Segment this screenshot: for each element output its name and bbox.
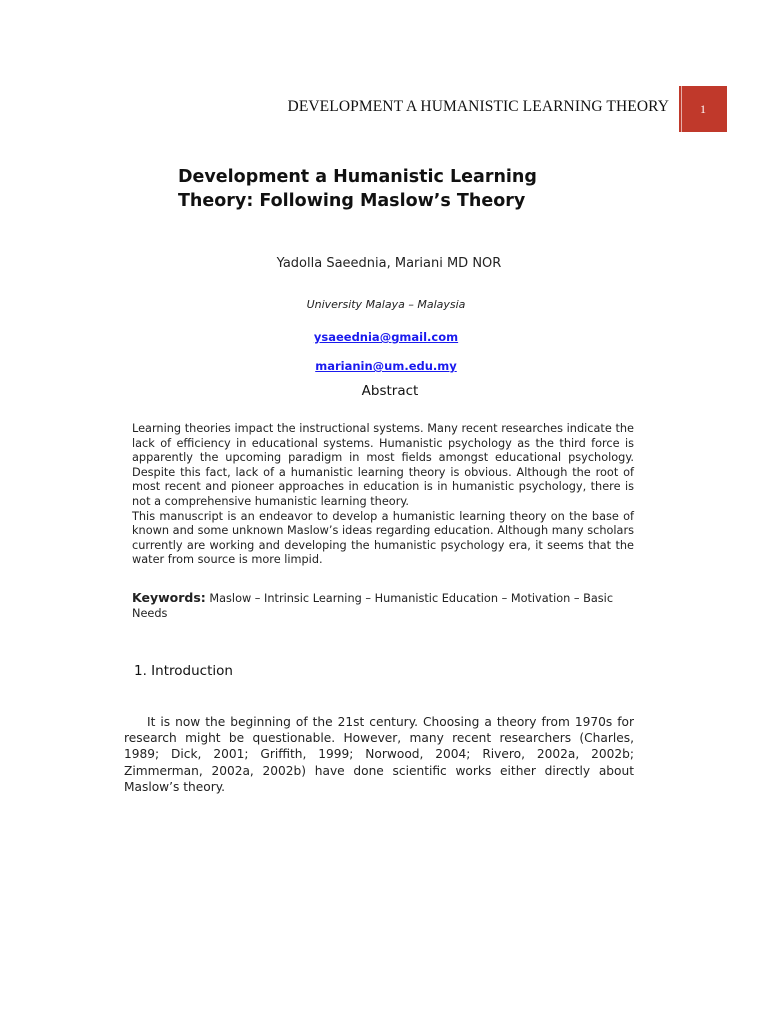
abstract-paragraph-1: Learning theories impact the instructional systems. Many recent researches indicate the lack of efficiency in educational systems. Humanistic psychology as the third force is apparently the upcoming paradigm in most fields amongst educational psychology. Despite this fact, lack of a humanistic learning theory is obvious. Although the root of most recent and pioneer approaches in education is in humanistic psychology, there is not a comprehensive humanistic learning theory. [132, 422, 634, 508]
affiliation: University Malaya – Malaysia [306, 298, 466, 311]
email-link-1[interactable]: ysaeednia@gmail.com [313, 330, 459, 344]
running-header: DEVELOPMENT A HUMANISTIC LEARNING THEORY [287, 98, 669, 115]
keywords-label: Keywords: [132, 590, 206, 605]
paper-title [178, 165, 658, 213]
abstract-paragraph-2: This manuscript is an endeavor to develop a humanistic learning theory on the base of known and some unknown Maslow’s ideas regarding education. Although many scholars currently are working and developing the humanistic psychology era, it seems that the water from source is more limpid. [132, 509, 634, 567]
page-number-badge [679, 86, 727, 132]
abstract-body [132, 422, 634, 568]
introduction-paragraph: It is now the beginning of the 21st century. Choosing a theory from 1970s for research might be questionable. However, many recent researchers (Charles, 1989; Dick, 2001; Griffith, 1999; Norwood, 2004; Rivero, 2002a, 2002b; Zimmerman, 2002a, 2002b) have done scientific works either directly about Maslow’s theory. [124, 715, 634, 794]
paper-title-line-1: Development a Humanistic Learning [178, 167, 537, 187]
abstract-heading: Abstract [361, 383, 419, 399]
keywords-text: Maslow – Intrinsic Learning – Humanistic Education – Motivation – Basic Needs [132, 592, 614, 620]
email-link-2[interactable]: marianin@um.edu.my [315, 359, 457, 373]
page-number-divider [681, 86, 682, 132]
keywords [132, 591, 634, 621]
section-heading-introduction: 1. Introduction [134, 663, 233, 679]
paper-title-line-2: Theory: Following Maslow’s Theory [178, 191, 526, 211]
page-number: 1 [700, 101, 706, 116]
author-list: Yadolla Saeednia, Mariani MD NOR [276, 256, 502, 271]
